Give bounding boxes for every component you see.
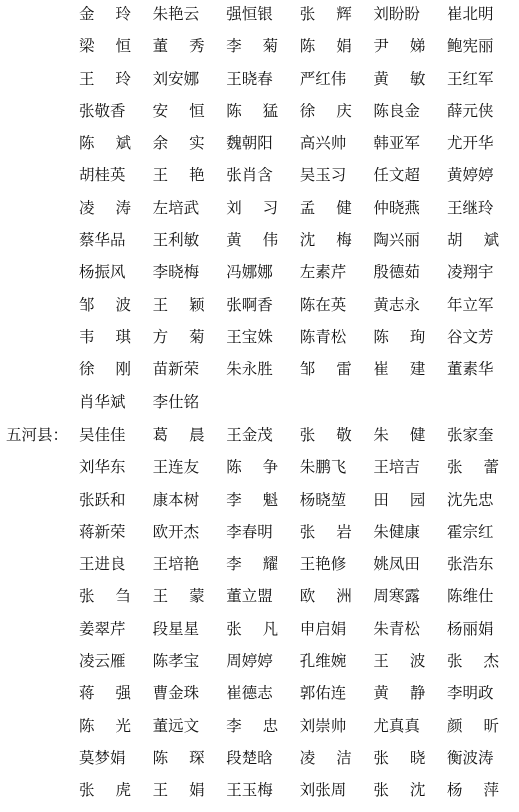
name-grid	[79, 3, 519, 423]
person-name: 杨 萍	[446, 781, 499, 800]
person-name: 左培武	[152, 198, 200, 217]
person-name: 吴佳佳	[79, 426, 126, 444]
person-name: 胡 斌	[446, 231, 499, 250]
person-name: 黄志永	[373, 295, 420, 314]
person-name: 周寒露	[373, 587, 420, 606]
person-name: 李晓梅	[152, 263, 200, 282]
person-name: 张家奎	[446, 426, 494, 444]
person-name: 薛元侠	[446, 101, 494, 120]
person-name: 金 玲	[79, 5, 131, 23]
person-name: 张 岩	[299, 522, 352, 541]
person-name: 朱艳云	[152, 5, 200, 23]
person-name: 苗新荣	[152, 360, 200, 379]
person-name: 王培吉	[373, 458, 420, 477]
person-name: 蒋新荣	[79, 522, 126, 541]
person-name: 刘 习	[226, 198, 279, 217]
person-name: 曹金珠	[152, 684, 200, 703]
person-name: 陈 争	[226, 458, 279, 477]
person-name: 魏朝阳	[226, 134, 273, 153]
person-name: 王 艳	[152, 166, 205, 185]
person-name: 陈 猛	[226, 101, 279, 120]
person-name: 田 园	[373, 490, 426, 509]
person-name: 凌 洁	[299, 748, 352, 767]
person-name: 仲晓燕	[373, 198, 420, 217]
person-name: 张浩东	[446, 555, 494, 574]
person-name: 陶兴丽	[373, 231, 420, 250]
person-name: 王艳修	[299, 555, 347, 574]
person-name: 李明政	[446, 684, 494, 703]
person-name: 刘盼盼	[373, 5, 420, 23]
person-name: 尹 娣	[373, 37, 426, 56]
person-name: 朱鹏飞	[299, 458, 347, 477]
person-name: 尤开华	[446, 134, 494, 153]
person-name: 严红伟	[299, 69, 347, 88]
person-name: 郭佑连	[299, 684, 347, 703]
person-name: 王 娟	[152, 781, 205, 800]
person-name: 余 实	[152, 134, 205, 153]
person-name: 左素芹	[299, 263, 347, 282]
person-name: 陈青松	[299, 327, 347, 346]
person-name: 刘崇帅	[299, 716, 347, 735]
person-name: 陈 娟	[299, 37, 352, 56]
person-name: 黄 伟	[226, 231, 279, 250]
person-name: 徐 刚	[79, 360, 131, 379]
person-name: 黄 静	[373, 684, 426, 703]
person-name: 康本树	[152, 490, 200, 509]
person-name: 杨晓堃	[299, 490, 347, 509]
person-name: 韩亚军	[373, 134, 420, 153]
person-name: 刘张周	[299, 781, 347, 800]
person-name: 陈 琛	[152, 748, 205, 767]
person-name: 李仕铭	[152, 392, 200, 411]
person-name: 王 波	[373, 652, 426, 671]
person-name: 王晓春	[226, 69, 273, 88]
person-name: 崔北明	[446, 5, 494, 23]
person-name: 崔 建	[373, 360, 426, 379]
person-name: 张 凡	[226, 619, 279, 638]
person-name: 董远文	[152, 716, 200, 735]
person-name: 王玉梅	[226, 781, 273, 800]
person-name: 鲍宪丽	[446, 37, 494, 56]
person-name: 黄婷婷	[446, 166, 494, 185]
person-name: 张敬香	[79, 101, 126, 120]
person-name: 胡桂英	[79, 166, 126, 185]
person-name: 肖华斌	[79, 392, 126, 411]
person-name: 董立盟	[226, 587, 273, 606]
person-name: 沈 梅	[299, 231, 352, 250]
person-name: 张 晓	[373, 748, 426, 767]
person-name: 黄 敏	[373, 69, 426, 88]
person-name: 朱永胜	[226, 360, 273, 379]
person-name: 王 蒙	[152, 587, 205, 606]
person-name: 欧开杰	[152, 522, 200, 541]
person-name: 衡波涛	[446, 748, 494, 767]
county-label: 五河县：	[6, 426, 69, 444]
person-name: 陈良金	[373, 101, 420, 120]
person-name: 沈先忠	[446, 490, 494, 509]
person-name: 吴玉习	[299, 166, 347, 185]
person-name: 周婷婷	[226, 652, 273, 671]
person-name: 王 玲	[79, 69, 131, 88]
person-name: 王宝姝	[226, 327, 273, 346]
person-name: 殷德茹	[373, 263, 420, 282]
person-name: 凌翔宇	[446, 263, 494, 282]
person-name: 孔维婉	[299, 652, 347, 671]
person-name: 凌 涛	[79, 198, 131, 217]
person-name: 王继玲	[446, 198, 494, 217]
person-name: 韦 琪	[79, 327, 131, 346]
person-name: 张肖含	[226, 166, 273, 185]
person-name: 张 刍	[79, 587, 131, 606]
person-name: 任文超	[373, 166, 420, 185]
person-name: 蔡华品	[79, 231, 126, 250]
person-name: 王连友	[152, 458, 200, 477]
person-name: 杨振风	[79, 263, 126, 282]
person-name: 李春明	[226, 522, 273, 541]
person-name: 陈维仕	[446, 587, 494, 606]
person-name: 张 敬	[299, 426, 352, 444]
person-name: 董 秀	[152, 37, 205, 56]
person-name: 姚凤田	[373, 555, 420, 574]
person-name: 颜 昕	[446, 716, 499, 735]
person-name: 刘华东	[79, 458, 126, 477]
person-name: 王培艳	[152, 555, 200, 574]
person-name: 王金茂	[226, 426, 273, 444]
person-name: 王 颖	[152, 295, 205, 314]
person-name: 王进良	[79, 555, 126, 574]
person-name: 霍宗红	[446, 522, 494, 541]
person-name: 邹 波	[79, 295, 131, 314]
person-name: 陈孝宝	[152, 652, 200, 671]
person-name: 张 辉	[299, 5, 352, 23]
person-name: 冯娜娜	[226, 263, 273, 282]
person-name: 尤真真	[373, 716, 420, 735]
person-name: 陈 光	[79, 716, 131, 735]
name-grid	[79, 424, 519, 812]
person-name: 梁 恒	[79, 37, 131, 56]
person-name: 朱青松	[373, 619, 420, 638]
person-name: 申启娟	[299, 619, 347, 638]
person-name: 崔德志	[226, 684, 273, 703]
person-name: 王利敏	[152, 231, 200, 250]
person-name: 年立军	[446, 295, 494, 314]
person-name: 张 沈	[373, 781, 426, 800]
person-name: 孟 健	[299, 198, 352, 217]
person-name: 姜翠芹	[79, 619, 126, 638]
person-name: 张跃和	[79, 490, 126, 509]
person-name: 张 蕾	[446, 458, 499, 477]
person-name: 邹 雷	[299, 360, 352, 379]
person-name: 李 耀	[226, 555, 279, 574]
person-name: 陈在英	[299, 295, 347, 314]
person-name: 朱健康	[373, 522, 420, 541]
person-name: 安 恒	[152, 101, 205, 120]
person-name: 陈 斌	[79, 134, 131, 153]
person-name: 李 忠	[226, 716, 279, 735]
person-name: 莫梦娟	[79, 748, 126, 767]
person-name: 张啊香	[226, 295, 273, 314]
person-name: 李 菊	[226, 37, 279, 56]
person-name: 凌云雁	[79, 652, 126, 671]
person-name: 朱 健	[373, 426, 426, 444]
person-name: 段星星	[152, 619, 200, 638]
person-name: 张 杰	[446, 652, 499, 671]
person-name: 张 虎	[79, 781, 131, 800]
person-name: 李 魁	[226, 490, 279, 509]
person-name: 方 菊	[152, 327, 205, 346]
person-name: 段楚晗	[226, 748, 273, 767]
person-name: 董素华	[446, 360, 494, 379]
person-name: 蒋 强	[79, 684, 131, 703]
person-name: 杨丽娟	[446, 619, 494, 638]
person-name: 高兴帅	[299, 134, 347, 153]
person-name: 葛 晨	[152, 426, 205, 444]
person-name: 徐 庆	[299, 101, 352, 120]
person-name: 王红军	[446, 69, 494, 88]
person-name: 欧 洲	[299, 587, 352, 606]
person-name: 谷文芳	[446, 327, 494, 346]
person-name: 刘安娜	[152, 69, 200, 88]
person-name: 强恒银	[226, 5, 273, 23]
person-name: 陈 珣	[373, 327, 426, 346]
